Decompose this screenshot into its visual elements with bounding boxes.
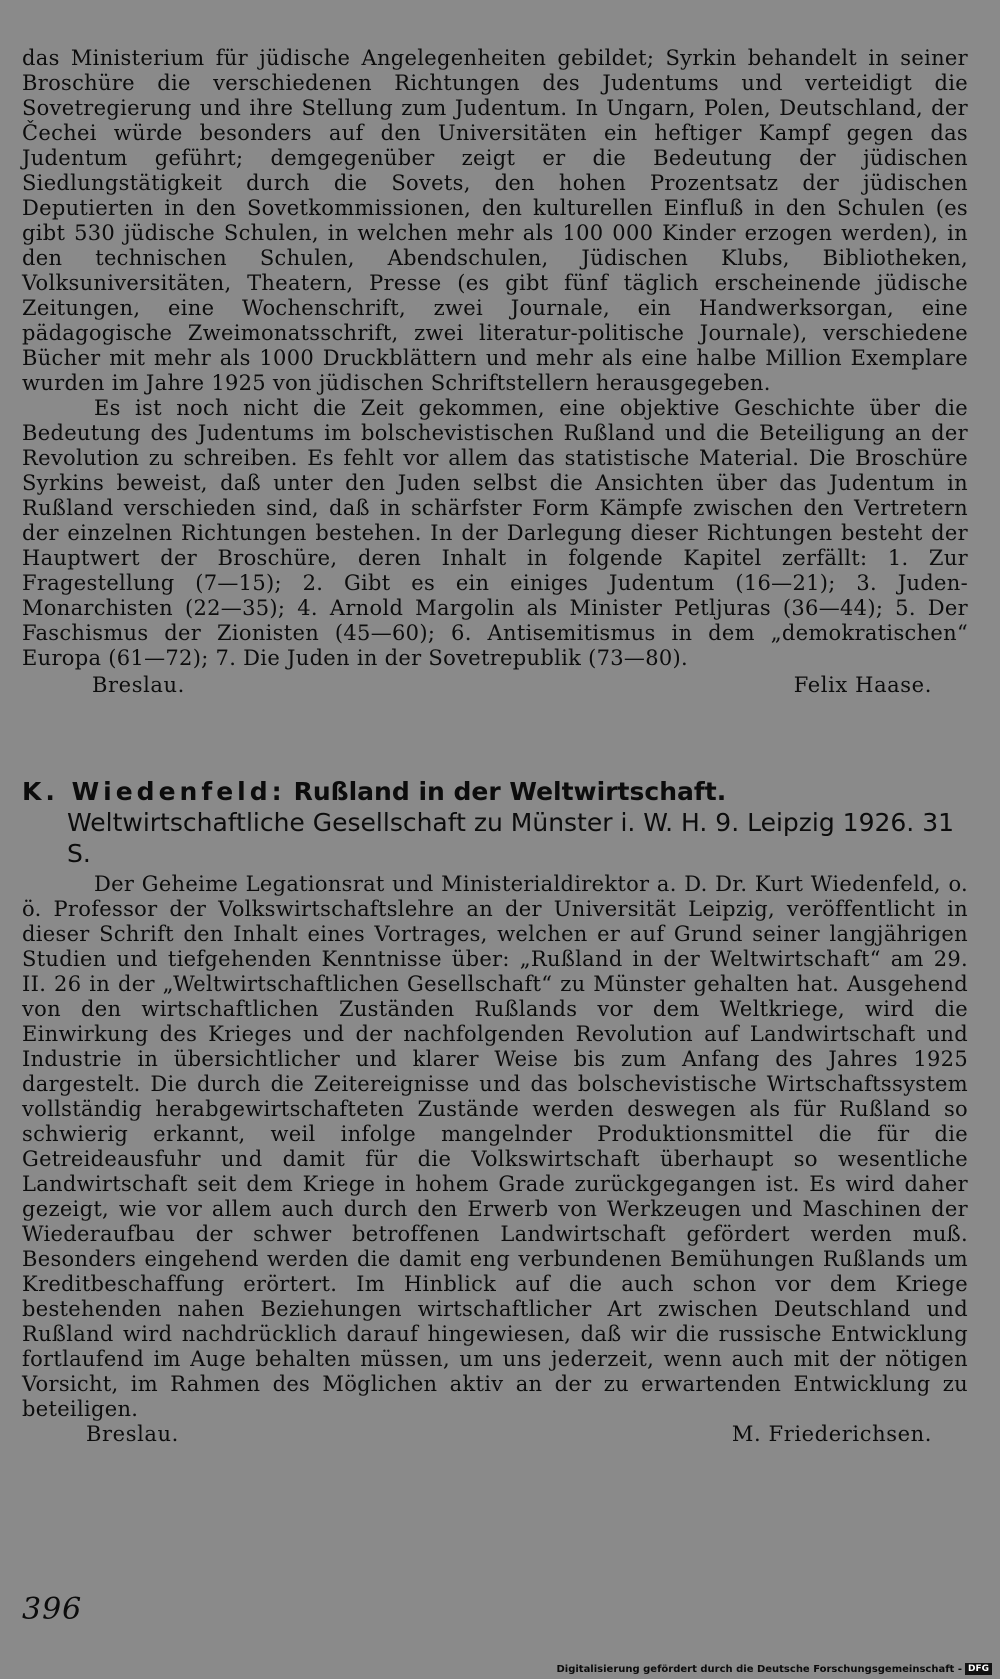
review-signature (22, 671, 968, 698)
page-number: 396 (22, 1592, 83, 1627)
review-author: K. Wiedenfeld: (22, 777, 286, 806)
digitization-footer (556, 1663, 992, 1675)
review-signature (22, 1422, 968, 1447)
review-continuation-paragraph: das Ministerium für jüdische Angelegenheiten gebildet; Syrkin behandelt in seiner Broschüre die verschiedenen Richtungen des Judentums und verteidigt die Sovetregierung und ihre Stellung zum Judentum. In Ungarn, Polen, Deutschland, der Čechei würde besonders auf den Universitäten ein heftiger Kampf gegen das Judentum geführt; demgegenüber zeigt er die Bedeutung der jüdischen Siedlungstätigkeit durch die Sovets, den hohen Prozentsatz der jüdischen Deputierten in den Sovetkommissionen, den kulturellen Einfluß in den Schulen (es gibt 530 jüdische Schulen, in welchen mehr als 100 000 Kinder erzogen werden), in den technischen Schulen, Abendschulen, Jüdischen Klubs, Bibliotheken, Volksuniversitäten, Theatern, Presse (es gibt fünf täglich erscheinende jüdische Zeitungen, eine Wochenschrift, zwei Journale, ein Handwerksorgan, eine pädagogische Zweimonatsschrift, zwei literatur-politische Journale), verschiedene Bücher mit mehr als 1000 Druckblättern und mehr als eine halbe Million Exemplare wurden im Jahre 1925 von jüdischen Schriftstellern herausgegeben. (22, 46, 968, 395)
page-content (22, 46, 968, 1447)
review-second-paragraph: Es ist noch nicht die Zeit gekommen, eine objektive Geschichte über die Bedeutung des Judentums im bolschevistischen Rußland und die Beteiligung an der Revolution zu schreiben. Es fehlt vor allem das statistische Material. Die Broschüre Syrkins beweist, daß unter den Juden selbst die Ansichten über das Judentum in Rußland verschieden sind, daß in schärfster Form Kämpfe zwischen den Vertretern der einzelnen Richtungen bestehen. In der Darlegung dieser Richtungen besteht der Hauptwert der Broschüre, deren Inhalt in folgende Kapitel zerfällt: 1. Zur Fragestellung (7—15); 2. Gibt es ein einiges Judentum (16—21); 3. Juden-Monarchisten (22—35); 4. Arnold Margolin als Minister Petljuras (36—44); 5. Der Faschismus der Zionisten (45—60); 6. Antisemitismus in dem „demokratischen“ Europa (61—72); 7. Die Juden in der Sovetrepublik (73—80). (22, 396, 968, 670)
footer-text: Digitalisierung gefördert durch die Deutsche Forschungsgemeinschaft - (556, 1663, 962, 1675)
signature-place: Breslau. (92, 673, 185, 697)
signature-place: Breslau. (86, 1422, 179, 1446)
review-book-title: Rußland in der Weltwirtschaft. (293, 777, 727, 806)
signature-name: Felix Haase. (793, 673, 932, 697)
signature-name: M. Friederichsen. (731, 1422, 932, 1446)
review-publication-info: Weltwirtschaftliche Gesellschaft zu Münster i. W. H. 9. Leipzig 1926. 31 S. (67, 808, 954, 868)
review-heading (22, 776, 968, 869)
review-body-paragraph: Der Geheime Legationsrat und Ministerialdirektor a. D. Dr. Kurt Wiedenfeld, o. ö. Professor der Volkswirtschaftslehre an der Universität Leipzig, veröffentlicht in dieser Schrift den Inhalt eines Vortrages, welchen er auf Grund seiner langjährigen Studien und tiefgehenden Kenntnisse über: „Rußland in der Weltwirtschaft“ am 29. II. 26 in der „Weltwirtschaftlichen Gesellschaft“ zu Münster gehalten hat. Ausgehend von den wirtschaftlichen Zuständen Rußlands vor dem Weltkriege, wird die Einwirkung des Krieges und der nachfolgenden Revolution auf Landwirtschaft und Industrie in übersichtlicher und klarer Weise bis zum Anfang des Jahres 1925 dargestelt. Die durch die Zeitereignisse und das bolschevistische Wirtschaftssystem vollständig herabgewirtschafteten Zustände werden deswegen als für Rußland so schwierig erkannt, weil infolge mangelnder Produktionsmittel die für die Getreideausfuhr und damit für die Volkswirtschaft überhaupt so wesentliche Landwirtschaft seit dem Kriege in hohem Grade zurückgegangen ist. Es wird daher gezeigt, wie vor allem auch durch den Erwerb von Werkzeugen und Maschinen der Wiederaufbau der schwer betroffenen Landwirtschaft gefördert werden muß. Besonders eingehend werden die damit eng verbundenen Bemühungen Rußlands um Kreditbeschaffung erörtert. Im Hinblick auf die auch schon vor dem Kriege bestehenden nahen Beziehungen wirtschaftlicher Art zwischen Deutschland und Rußland wird nachdrücklich darauf hingewiesen, daß wir die russische Entwicklung fortlaufend im Auge behalten müssen, um uns jederzeit, wenn auch mit der nötigen Vorsicht, im Rahmen des Möglichen aktiv an der zu erwartenden Entwicklung zu beteiligen. (22, 872, 968, 1421)
dfg-logo-icon: DFG (965, 1663, 992, 1675)
